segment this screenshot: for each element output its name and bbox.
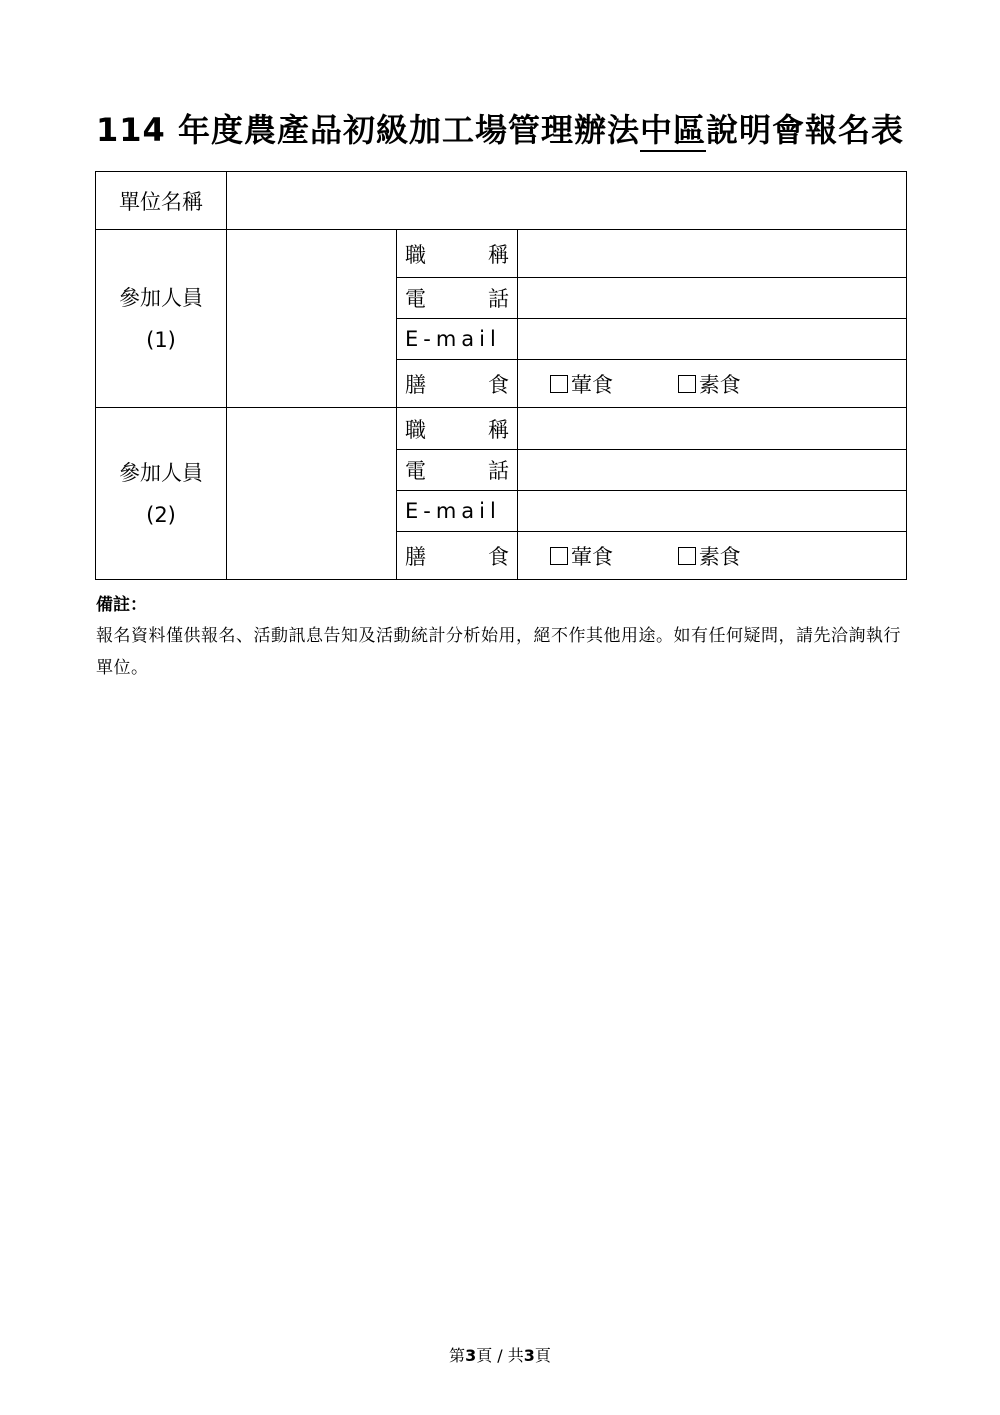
participant-2-label-line2: (2) — [146, 502, 176, 527]
registration-form — [95, 171, 907, 580]
page-mid: 頁 / 共 — [476, 1346, 524, 1365]
phone-label-a: 電 — [405, 459, 426, 483]
page-prefix: 第 — [449, 1346, 466, 1365]
participant-2-label-line1: 參加人員 — [119, 460, 203, 485]
participant-2-veg-option[interactable] — [678, 541, 741, 571]
participant-1-meat-option[interactable] — [550, 369, 613, 399]
participant-1-email-field[interactable] — [518, 319, 907, 360]
participant-2-job-title-label — [397, 408, 518, 450]
job-label-a: 職 — [405, 417, 426, 442]
title-prefix: 114 年度農產品初級加工場管理辦法 — [96, 111, 640, 149]
page-total: 3 — [523, 1346, 535, 1365]
participant-2-job-title-field[interactable] — [518, 408, 907, 450]
notes-body: 報名資料僅供報名、活動訊息告知及活動統計分析始用，絕不作其他用途。如有任何疑問，請先洽詢執行單位。 — [96, 626, 901, 678]
participant-1-label-line2: (1) — [146, 327, 176, 352]
participant-2-label — [96, 408, 227, 580]
participant-2-meal-label — [397, 532, 518, 580]
participant-2-phone-field[interactable] — [518, 450, 907, 491]
participant-1-meal-options — [518, 360, 907, 408]
title-underlined: 中區 — [640, 111, 706, 152]
participant-2-meal-options — [518, 532, 907, 580]
job-label-b: 稱 — [488, 417, 509, 442]
participant-1-email-label: E-mail — [397, 319, 518, 360]
meal-label-a: 膳 — [405, 544, 426, 569]
participant-1-name-field[interactable] — [227, 230, 397, 408]
checkbox-icon[interactable] — [678, 375, 696, 393]
meal-label-a: 膳 — [405, 372, 426, 397]
unit-name-field[interactable] — [227, 172, 907, 230]
participant-1-job-title-field[interactable] — [518, 230, 907, 278]
meat-option-label: 葷食 — [571, 372, 613, 397]
participant-1-phone-label — [397, 278, 518, 319]
phone-label-b: 話 — [488, 459, 509, 483]
participant-1-label — [96, 230, 227, 408]
phone-label-a: 電 — [405, 287, 426, 311]
job-label-b: 稱 — [488, 242, 509, 267]
participant-1-veg-option[interactable] — [678, 369, 741, 399]
participant-1-job-title-label — [397, 230, 518, 278]
page-number — [0, 1343, 1000, 1366]
participant-1-phone-field[interactable] — [518, 278, 907, 319]
page-suffix: 頁 — [534, 1346, 551, 1365]
phone-label-b: 話 — [488, 287, 509, 311]
participant-1-label-line1: 參加人員 — [119, 285, 203, 310]
meal-label-b: 食 — [488, 544, 509, 569]
checkbox-icon[interactable] — [550, 375, 568, 393]
participant-2-email-label: E-mail — [397, 491, 518, 532]
participant-1-meal-label — [397, 360, 518, 408]
page-title — [0, 105, 1000, 151]
job-label-a: 職 — [405, 242, 426, 267]
page-current: 3 — [465, 1346, 477, 1365]
participant-2-phone-label — [397, 450, 518, 491]
meat-option-label: 葷食 — [571, 544, 613, 569]
participant-2-name-field[interactable] — [227, 408, 397, 580]
checkbox-icon[interactable] — [678, 547, 696, 565]
notes-heading: 備註： — [96, 595, 147, 615]
meal-label-b: 食 — [488, 372, 509, 397]
checkbox-icon[interactable] — [550, 547, 568, 565]
title-suffix: 說明會報名表 — [705, 111, 904, 149]
unit-name-label: 單位名稱 — [96, 172, 227, 230]
participant-2-meat-option[interactable] — [550, 541, 613, 571]
veg-option-label: 素食 — [698, 544, 741, 569]
participant-2-email-field[interactable] — [518, 491, 907, 532]
veg-option-label: 素食 — [698, 372, 741, 397]
